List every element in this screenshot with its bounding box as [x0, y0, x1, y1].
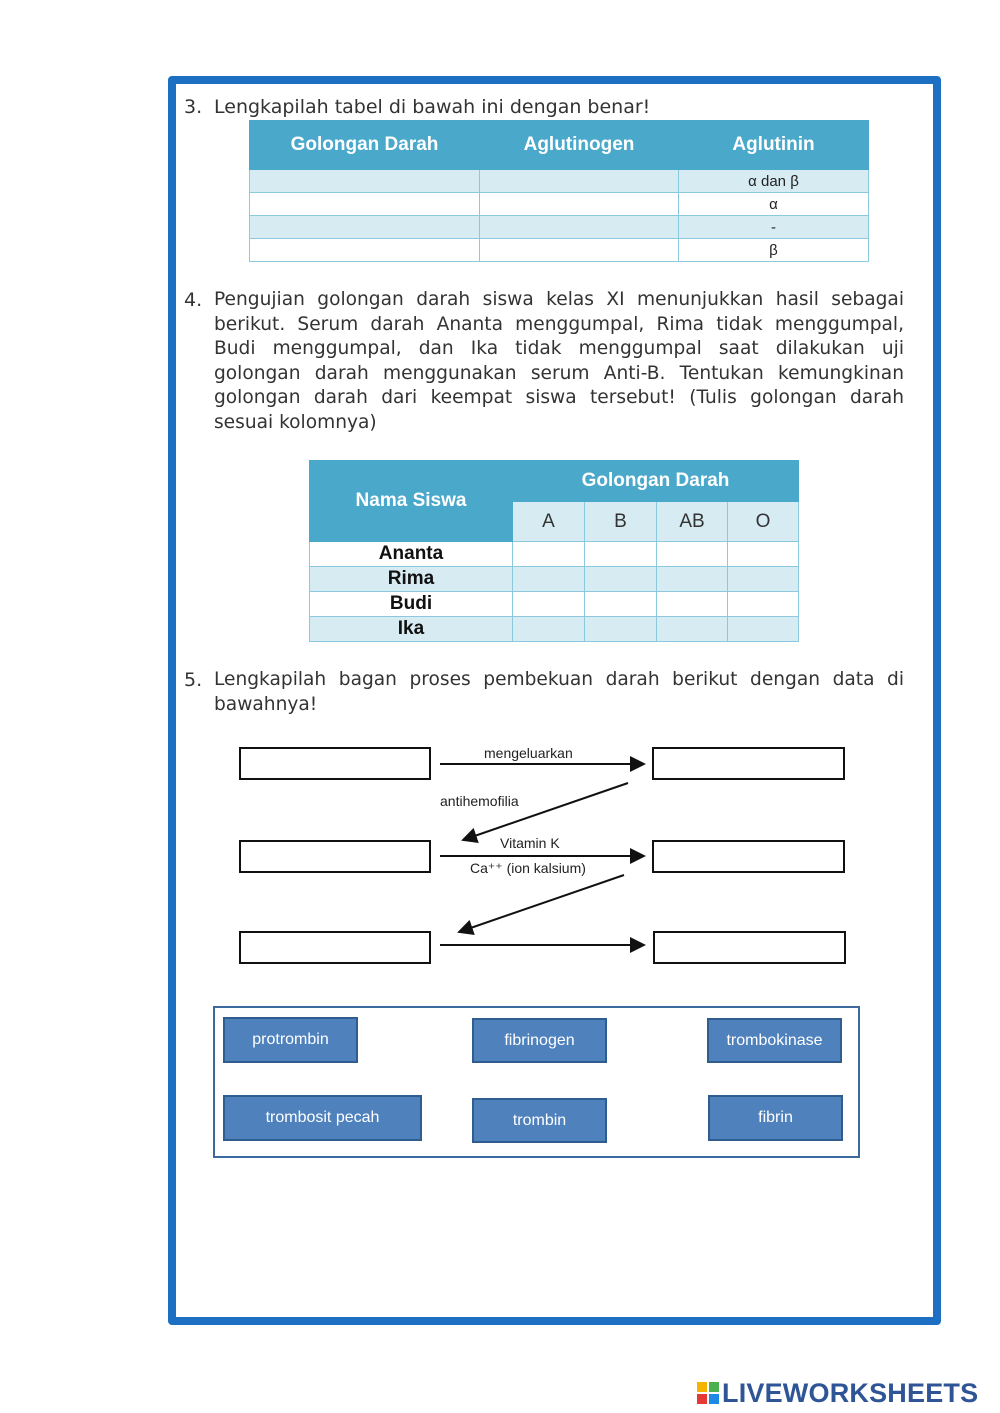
answer-box-3[interactable]: [239, 840, 431, 873]
option-trombin[interactable]: trombin: [472, 1098, 607, 1143]
header-golongan-darah: Golongan Darah: [513, 461, 799, 502]
aglutinin-cell: β: [679, 239, 869, 262]
label-antihemofilia: antihemofilia: [440, 793, 519, 809]
label-mengeluarkan: mengeluarkan: [484, 745, 573, 761]
option-trombokinase[interactable]: trombokinase: [707, 1018, 842, 1063]
answer-box-2[interactable]: [652, 747, 845, 780]
text-line: berikut. Serum darah Ananta menggumpal, Rima tidak menggumpal,: [214, 313, 904, 335]
arrow-4: [459, 875, 624, 932]
answer-box-6[interactable]: [653, 931, 846, 964]
logo-square: [709, 1394, 719, 1404]
header-type-o: O: [728, 502, 799, 542]
text-line: Lengkapilah bagan proses pembekuan darah berikut dengan data di: [214, 669, 904, 690]
logo-mark-icon: [697, 1382, 719, 1404]
question-number: 4.: [184, 289, 203, 311]
question-number: 3.: [184, 96, 203, 118]
header-nama-siswa: Nama Siswa: [310, 461, 513, 542]
option-trombosit-pecah[interactable]: trombosit pecah: [223, 1095, 422, 1141]
answer-box-5[interactable]: [239, 931, 431, 964]
liveworksheets-logo: [697, 1377, 978, 1409]
student-name: Rima: [310, 567, 513, 592]
logo-square: [709, 1382, 719, 1392]
option-protrombin[interactable]: protrombin: [223, 1017, 358, 1063]
text-line: golongan darah dari keempat siswa tersebut! (Tulis golongan darah: [214, 387, 904, 408]
text-line: bawahnya!: [214, 693, 318, 715]
option-fibrin[interactable]: fibrin: [708, 1095, 843, 1141]
label-vitamin-k: Vitamin K: [500, 835, 560, 851]
header-aglutinogen: Aglutinogen: [480, 121, 679, 170]
text-line: golongan darah menggunakan serum Anti-B. Tentukan kemungkinan: [214, 362, 904, 384]
text-line: Budi menggumpal, dan Ika tidak menggumpal saat dilakukan uji: [214, 338, 904, 359]
header-golongan-darah: Golongan Darah: [250, 121, 480, 170]
label-calcium: Ca⁺⁺ (ion kalsium): [470, 860, 586, 876]
answer-box-1[interactable]: [239, 747, 431, 780]
student-name: Budi: [310, 592, 513, 617]
answer-box-4[interactable]: [652, 840, 845, 873]
header-type-b: B: [585, 502, 657, 542]
text-line: Pengujian golongan darah siswa kelas XI menunjukkan hasil sebagai: [214, 289, 904, 310]
text-line: sesuai kolomnya): [214, 411, 377, 433]
logo-square: [697, 1394, 707, 1404]
logo-square: [697, 1382, 707, 1392]
question-text: Lengkapilah tabel di bawah ini dengan benar!: [214, 96, 651, 118]
student-name: Ika: [310, 617, 513, 642]
aglutinin-cell: α dan β: [679, 170, 869, 193]
header-aglutinin: Aglutinin: [679, 121, 869, 170]
aglutinin-cell: -: [679, 216, 869, 239]
option-fibrinogen[interactable]: fibrinogen: [472, 1018, 607, 1063]
header-type-ab: AB: [657, 502, 728, 542]
question-number: 5.: [184, 669, 203, 691]
arrow-2: [463, 783, 628, 840]
logo-text: LIVEWORKSHEETS: [722, 1377, 979, 1408]
aglutinin-cell: α: [679, 193, 869, 216]
header-type-a: A: [513, 502, 585, 542]
student-name: Ananta: [310, 542, 513, 567]
